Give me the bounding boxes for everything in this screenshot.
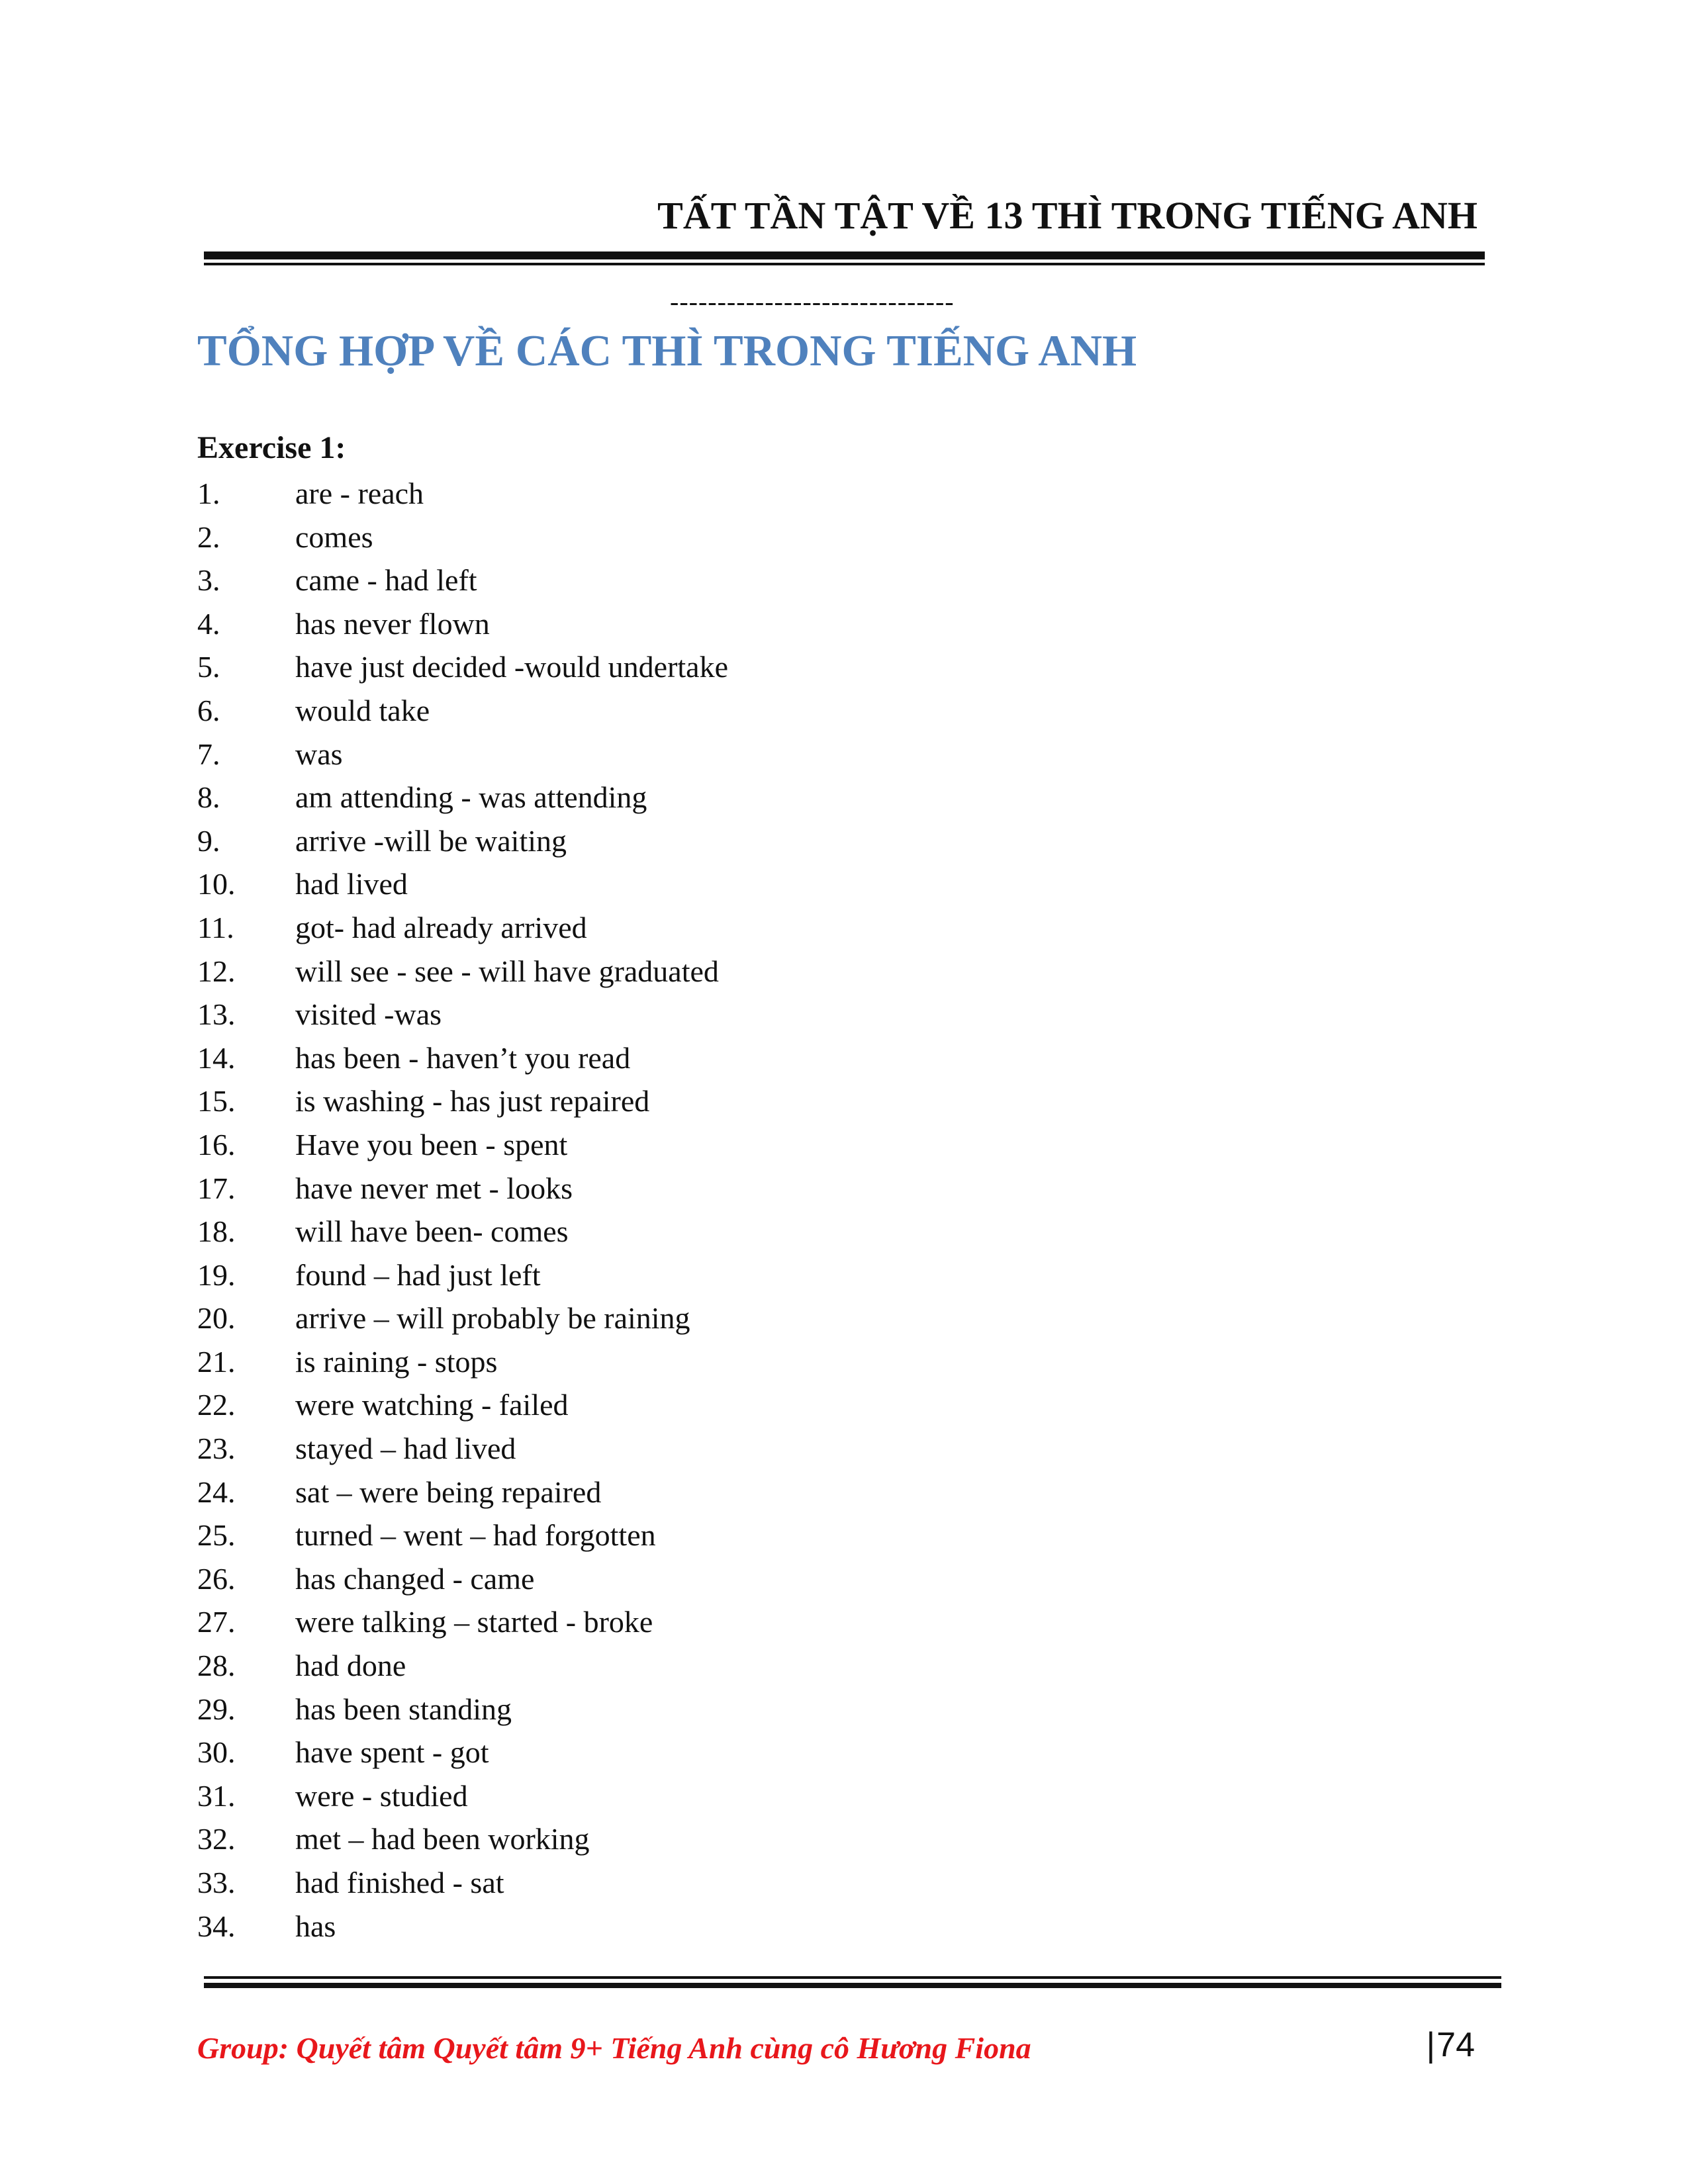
page-number [1427,2025,1475,2065]
answer-text: arrive – will probably be raining [295,1301,690,1336]
answer-item [197,1731,728,1774]
answer-item [197,1817,728,1861]
answer-text: has never flown [295,606,490,641]
footer-rule-thick [204,1983,1501,1988]
answer-item [197,862,728,906]
answer-item [197,516,728,559]
answer-item [197,1557,728,1601]
answer-text: are - reach [295,477,424,510]
answer-item [197,559,728,602]
answer-item [197,819,728,863]
answer-item [197,602,728,646]
answer-number: 26. [197,1561,236,1596]
answer-number: 13. [197,997,236,1032]
answer-text: were watching - failed [295,1388,569,1422]
answer-item [197,950,728,993]
answer-number: 10. [197,867,236,901]
answer-text: is washing - has just repaired [295,1084,650,1118]
answer-item [197,1253,728,1297]
answer-text: would take [295,693,430,727]
answer-item [197,733,728,776]
answer-text: has been standing [295,1692,512,1726]
answer-number: 19. [197,1257,236,1292]
page-separator: | [1426,2026,1436,2064]
answer-item [197,1079,728,1123]
answer-number: 12. [197,954,236,988]
answer-item [197,1471,728,1514]
answer-item [197,1514,728,1557]
answer-number: 33. [197,1866,236,1899]
answer-item [197,1297,728,1340]
answer-item [197,1167,728,1210]
answer-text: were talking – started - broke [295,1605,653,1639]
answer-number: 14. [197,1040,236,1075]
answer-text: arrive -will be waiting [295,823,567,858]
answer-text: met – had been working [295,1822,590,1856]
answer-item [197,1036,728,1080]
answer-text: has changed - came [295,1561,535,1596]
answer-number: 8. [197,780,220,815]
answer-item [197,472,728,516]
answer-item [197,1210,728,1253]
answer-number: 17. [197,1171,236,1205]
answer-number: 31. [197,1778,236,1813]
answer-number: 32. [197,1822,236,1856]
answer-text: comes [295,520,373,554]
answer-text: stayed – had lived [295,1432,516,1466]
answer-text: will see - see - will have graduated [295,954,719,988]
answer-number: 30. [197,1735,236,1770]
answer-item [197,993,728,1036]
exercise-heading: Exercise 1: [197,430,346,465]
answer-text: found – had just left [295,1257,541,1292]
answer-number: 21. [197,1344,236,1379]
answer-item [197,776,728,819]
answer-item [197,906,728,950]
answer-number: 34. [197,1909,236,1943]
answer-text: have never met - looks [295,1171,573,1205]
answer-number: 4. [197,606,220,641]
answer-number: 18. [197,1214,236,1249]
answer-item [197,1383,728,1427]
answer-number: 5. [197,650,220,684]
answer-item [197,1427,728,1471]
answer-text: turned – went – had forgotten [295,1518,656,1553]
answer-item [197,689,728,733]
answer-text: have spent - got [295,1735,489,1770]
answer-text: had done [295,1649,406,1683]
answer-number: 6. [197,693,220,727]
answer-number: 29. [197,1692,236,1726]
answer-text: came - had left [295,563,477,598]
answer-item [197,1644,728,1688]
answer-number: 3. [197,563,220,598]
answer-text: will have been- comes [295,1214,569,1249]
header-rule-thin [204,263,1485,265]
answer-item [197,645,728,689]
footer-rule-thin [204,1976,1501,1979]
answer-text: Have you been - spent [295,1127,568,1161]
answer-number: 7. [197,737,220,771]
answer-number: 1. [197,477,220,510]
answer-number: 24. [197,1475,236,1509]
answer-text: is raining - stops [295,1344,498,1379]
answer-number: 22. [197,1388,236,1422]
answer-item [197,1340,728,1384]
footer-group-text: Group: Quyết tâm Quyết tâm 9+ Tiếng Anh cùng cô Hương Fiona [197,2031,1031,2065]
answer-number: 25. [197,1518,236,1553]
answer-number: 2. [197,520,220,554]
answer-text: have just decided -would undertake [295,650,728,684]
answer-text: sat – were being repaired [295,1475,602,1509]
answer-text: am attending - was attending [295,780,647,815]
dashed-separator: ------------------------------ [670,287,955,316]
answer-text: was [295,737,343,771]
answer-text: got- had already arrived [295,910,587,944]
answer-item [197,1774,728,1818]
answer-item [197,1688,728,1731]
answer-text: has been - haven’t you read [295,1040,631,1075]
answer-number: 15. [197,1084,236,1118]
header-rule-thick [204,251,1485,259]
answer-number: 23. [197,1432,236,1466]
answer-item [197,1861,728,1905]
answer-text: were - studied [295,1778,468,1813]
answer-text: had lived [295,867,408,901]
answer-number: 20. [197,1301,236,1336]
answer-number: 27. [197,1605,236,1639]
answer-number: 11. [197,910,234,944]
answer-number: 16. [197,1127,236,1161]
answer-text: has [295,1909,336,1943]
answer-item [197,1600,728,1644]
answer-text: had finished - sat [295,1866,504,1899]
answer-list [197,472,728,1948]
answer-item [197,1123,728,1167]
answer-number: 28. [197,1649,236,1683]
answer-item [197,1905,728,1948]
answer-text: visited -was [295,997,442,1032]
answer-number: 9. [197,823,220,858]
section-title: TỔNG HỢP VỀ CÁC THÌ TRONG TIẾNG ANH [197,326,1137,375]
header-title: TẤT TẦN TẬT VỀ 13 THÌ TRONG TIẾNG ANH [657,194,1477,237]
page-number-value: 74 [1436,2026,1475,2064]
